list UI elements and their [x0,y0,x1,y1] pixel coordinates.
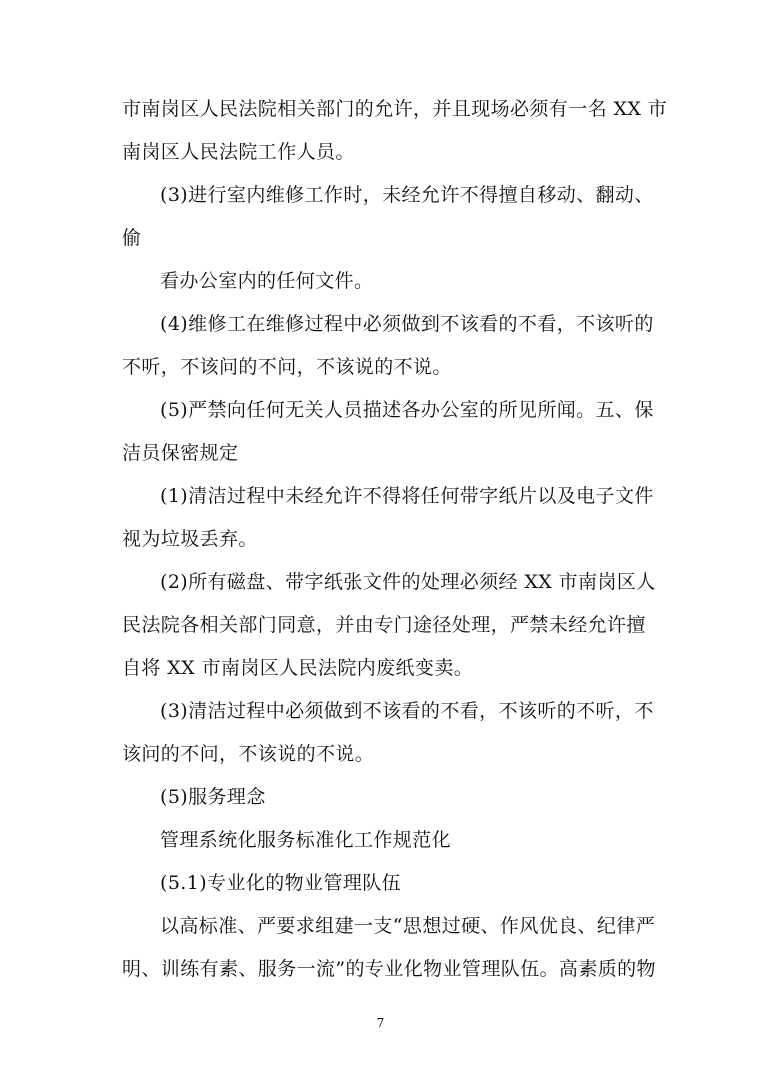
text-line: (4)维修工在维修过程中必须做到不该看的不看，不该听的 [160,313,654,335]
text-line: 民法院各相关部门同意，并由专门途径处理，严禁未经允许擅 [122,614,646,636]
text-line: (5)严禁向任何无关人员描述各办公室的所见所闻。五、保 [160,399,654,421]
text-line: 以高标准、严要求组建一支“思想过硬、作风优良、纪律严 [160,915,656,937]
text-line: 视为垃圾丢弃。 [122,528,258,550]
text-line: (5)服务理念 [160,786,266,808]
text-line: 明、训练有素、服务一流”的专业化物业管理队伍。高素质的物 [122,958,656,980]
text-line: 洁员保密规定 [122,442,239,464]
text-line: (1)清洁过程中未经允许不得将任何带字纸片以及电子文件 [160,485,654,507]
text-line: 看办公室内的任何文件。 [160,270,374,292]
text-line: 偷 [122,227,142,249]
text-line: (3)清洁过程中必须做到不该看的不看，不该听的不听，不 [160,700,654,722]
page-number: 7 [376,1016,385,1030]
text-line: (3)进行室内维修工作时，未经允许不得擅自移动、翻动、 [160,184,654,206]
text-line: (2)所有磁盘、带字纸张文件的处理必须经 XX 市南岗区人 [160,571,656,593]
text-line: 南岗区人民法院工作人员。 [122,141,355,163]
text-line: (5.1)专业化的物业管理队伍 [160,872,402,894]
text-line: 该问的不问，不该说的不说。 [122,743,375,765]
text-line: 自将 XX 市南岗区人民法院内废纸变卖。 [122,657,474,679]
text-line: 管理系统化服务标准化工作规范化 [160,829,452,851]
text-line: 不听，不该问的不问，不该说的不说。 [122,356,452,378]
text-line: 市南岗区人民法院相关部门的允许，并且现场必须有一名 XX 市 [122,98,668,120]
